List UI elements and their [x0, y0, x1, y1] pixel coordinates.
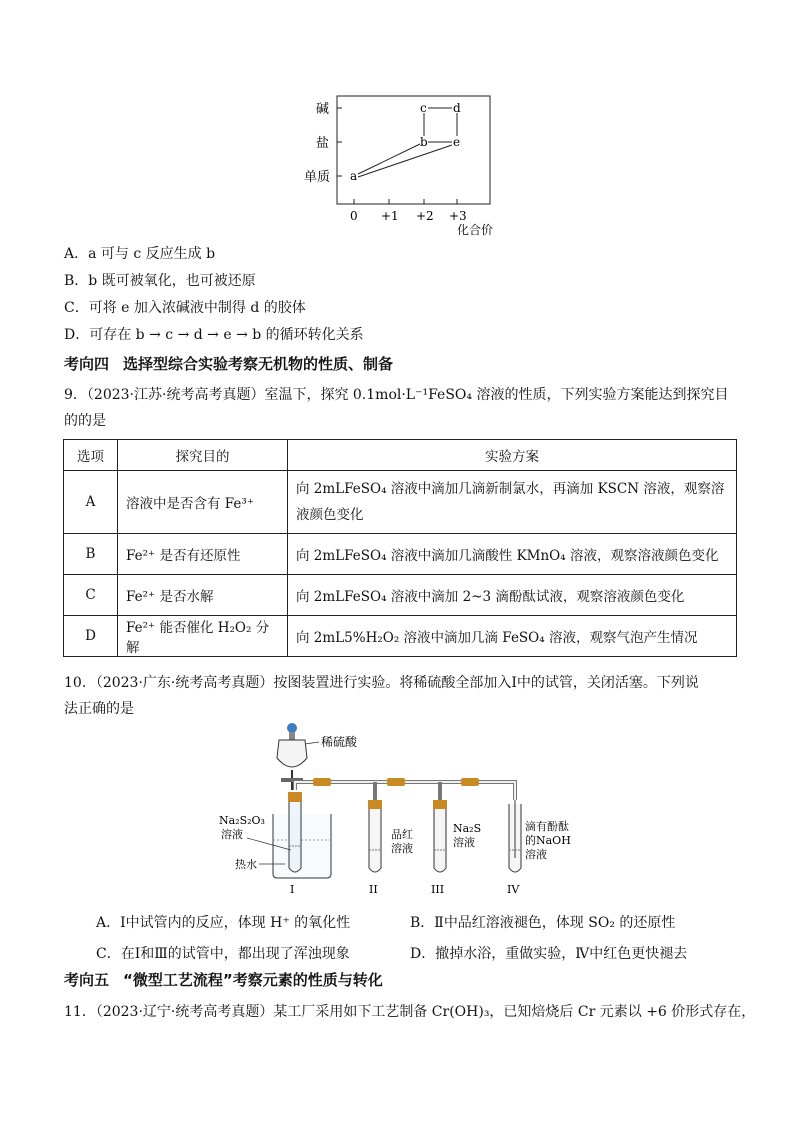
- valence-class-chart: [290, 88, 510, 238]
- q9-stem-line1: 9．（2023·江苏·统考高考真题）室温下，探究 0.1mol·L⁻¹FeSO₄ 溶液的性质，下列实验方案能达到探究目: [64, 387, 729, 403]
- row-option: D: [64, 616, 118, 657]
- tube3-label-2: 溶液: [453, 836, 475, 849]
- experiment-table: [63, 439, 737, 657]
- point-c: c: [420, 101, 427, 115]
- table-row: [64, 534, 737, 575]
- point-d: d: [453, 101, 461, 115]
- q10-stem-line1: 10．（2023·广东·统考高考真题）按图装置进行实验。将稀硫酸全部加入Ⅰ中的试管，关闭活塞。下列说: [64, 675, 699, 691]
- tube2-label: 品红: [391, 828, 413, 841]
- header-plan: 实验方案: [288, 440, 737, 471]
- tube4-label-3: 溶液: [525, 848, 547, 861]
- water-label: 热水: [235, 858, 257, 871]
- y-label-element: 单质: [304, 170, 331, 185]
- row-plan: 向 2mLFeSO₄ 溶液中滴加几滴新制氯水，再滴加 KSCN 溶液，观察溶液颜色变化: [288, 471, 737, 534]
- point-a: a: [350, 169, 358, 183]
- row-plan: 向 2mLFeSO₄ 溶液中滴加 2~3 滴酚酞试液，观察溶液颜色变化: [288, 575, 737, 616]
- table-row: [64, 471, 737, 534]
- x-axis-label: 化合价: [457, 223, 494, 237]
- roman-iii: III: [431, 883, 445, 896]
- tube2-label-2: 溶液: [391, 842, 413, 855]
- q8-option-d: D．可存在 b → c → d → e → b 的循环转化关系: [64, 327, 364, 343]
- section-heading-5: 考向五 “微型工艺流程”考察元素的性质与转化: [64, 971, 383, 989]
- tube4-label: 滴有酚酞: [525, 820, 569, 833]
- row-purpose: Fe²⁺ 是否有还原性: [118, 534, 288, 575]
- q8-option-b: B．b 既可被氧化，也可被还原: [64, 273, 256, 289]
- funnel-label: 稀硫酸: [321, 735, 358, 749]
- x-tick-0: 0: [350, 209, 358, 223]
- x-tick-3: +3: [449, 209, 467, 223]
- q10-option-c: C．在Ⅰ和Ⅲ的试管中，都出现了浑浊现象: [96, 946, 350, 962]
- roman-ii: II: [369, 883, 378, 896]
- q9-stem-line2: 的的是: [64, 413, 106, 429]
- q10-option-d: D．撤掉水浴，重做实验，Ⅳ中红色更快褪去: [410, 946, 688, 962]
- q8-option-a: A．a 可与 c 反应生成 b: [64, 246, 216, 262]
- point-e: e: [453, 135, 461, 149]
- apparatus-diagram: [215, 718, 575, 896]
- row-plan: 向 2mLFeSO₄ 溶液中滴加几滴酸性 KMnO₄ 溶液，观察溶液颜色变化: [288, 534, 737, 575]
- table-row: [64, 616, 737, 657]
- roman-iv: IV: [507, 883, 520, 896]
- row-purpose: 溶液中是否含有 Fe³⁺: [118, 471, 288, 534]
- table-header-row: [64, 440, 737, 471]
- q10-option-b: B．Ⅱ中品红溶液褪色，体现 SO₂ 的还原性: [410, 915, 676, 931]
- q11-stem: 11．（2023·辽宁·统考高考真题）某工厂采用如下工艺制备 Cr(OH)₃，已知焙烧后 Cr 元素以 +6 价形式存在，: [64, 1004, 756, 1020]
- reagent-label: Na₂S₂O₃: [219, 814, 265, 827]
- roman-i: I: [290, 883, 295, 896]
- tube4-label-2: 的NaOH: [525, 834, 571, 847]
- q10-stem-line2: 法正确的是: [64, 701, 134, 717]
- tube3-label: Na₂S: [453, 822, 482, 835]
- q8-option-c: C．可将 e 加入浓碱液中制得 d 的胶体: [64, 300, 306, 316]
- x-tick-1: +1: [381, 209, 399, 223]
- q10-option-a: A．Ⅰ中试管内的反应，体现 H⁺ 的氧化性: [96, 915, 351, 931]
- table-row: [64, 575, 737, 616]
- row-purpose: Fe²⁺ 是否水解: [118, 575, 288, 616]
- row-plan: 向 2mL5%H₂O₂ 溶液中滴加几滴 FeSO₄ 溶液，观察气泡产生情况: [288, 616, 737, 657]
- x-tick-2: +2: [416, 209, 434, 223]
- y-label-base: 碱: [316, 102, 330, 117]
- section-heading-4: 考向四 选择型综合实验考察无机物的性质、制备: [64, 355, 394, 373]
- point-b: b: [420, 135, 428, 149]
- header-purpose: 探究目的: [118, 440, 288, 471]
- row-option: A: [64, 471, 118, 534]
- row-option: C: [64, 575, 118, 616]
- row-purpose: Fe²⁺ 能否催化 H₂O₂ 分解: [118, 616, 288, 657]
- y-label-salt: 盐: [316, 136, 330, 151]
- header-option: 选项: [64, 440, 118, 471]
- row-option: B: [64, 534, 118, 575]
- reagent-label-2: 溶液: [221, 828, 243, 841]
